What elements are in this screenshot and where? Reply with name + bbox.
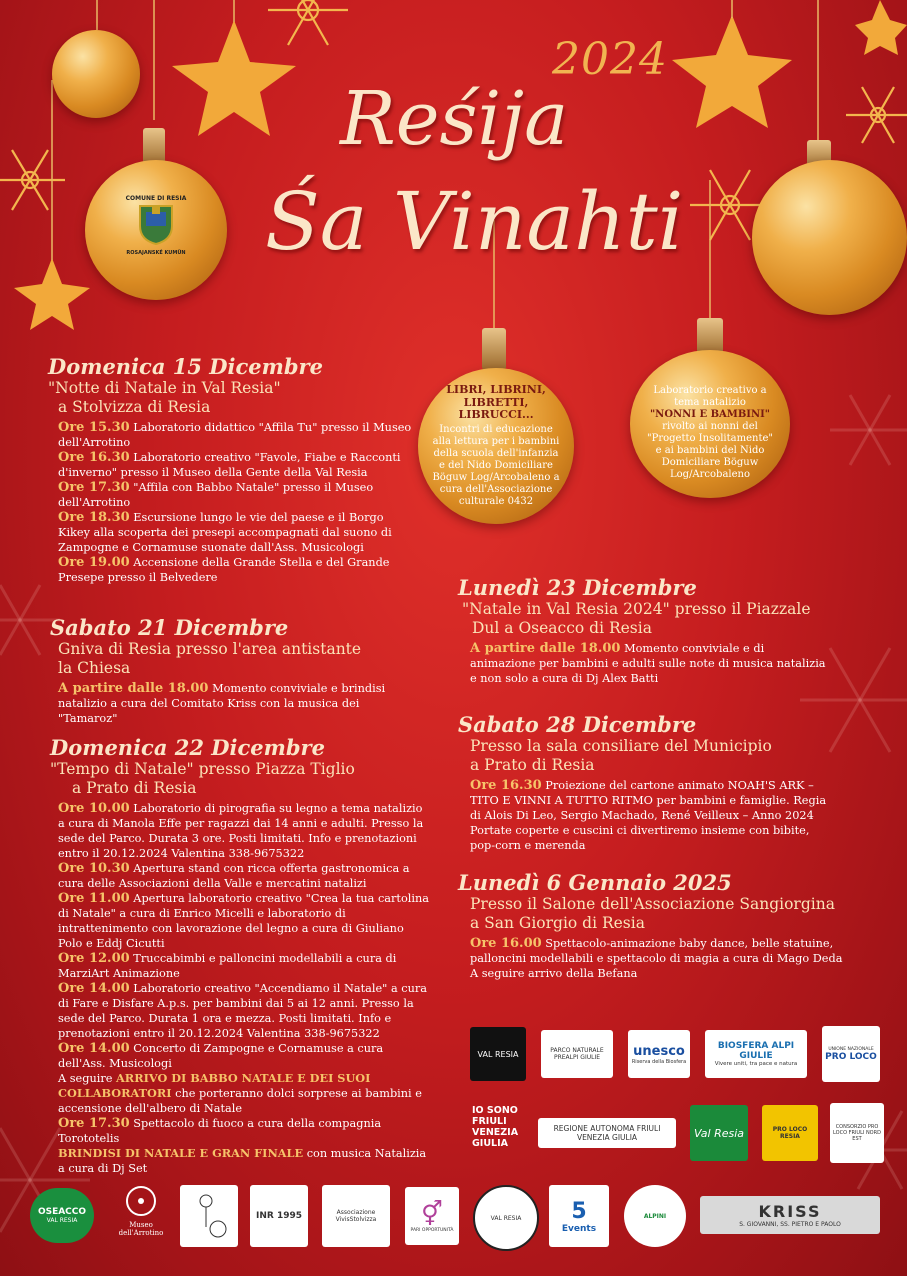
info-ball-right-text-2: rivolto ai nonni del "Progetto Insolitamente" e ai bambini del Nido Domiciliare Böguw Log/Arcobaleno	[647, 421, 773, 480]
io-sono-fvg-logo: IO SONO FRIULI VENEZIA GIULIA	[472, 1105, 519, 1149]
info-ball-left-text: Incontri di educazione alla lettura per i bambini della scuola dell'infanzia e del Nido Domiciliare Böguw Log/Arcobaleno a cura dell'Associazione culturale 0432	[432, 423, 560, 507]
day-title: Domenica 15 Dicembre	[48, 354, 323, 379]
title-line-2: Śa Vinahti	[265, 175, 684, 268]
event-item: Ore 12.00 Truccabimbi e palloncini modellabili a cura di MarziArt Animazione	[58, 951, 397, 980]
event-day-23	[458, 575, 828, 686]
ornament-ball	[752, 160, 907, 315]
event-item: Ore 16.00 Spettacolo-animazione baby dance, belle statuine, palloncini modellabili e spettacolo di magia a cura di Mago Deda A seguire arrivo della Befana	[470, 936, 843, 980]
day-title: Lunedì 6 Gennaio 2025	[458, 870, 732, 895]
place-line-2: Dul a Oseacco di Resia	[472, 619, 652, 637]
unesco-logo: unesco Riserva della Biosfera	[628, 1030, 690, 1078]
museo-arrotino-logo: Museo dell'Arrotino	[112, 1183, 170, 1249]
place-line-1: "Notte di Natale in Val Resia"	[48, 379, 281, 397]
place-line-1: Presso la sala consiliare del Municipio	[470, 737, 772, 755]
day-title: Sabato 21 Dicembre	[50, 615, 289, 640]
place-line-1: Presso il Salone dell'Associazione Sangiorgina	[470, 895, 835, 913]
place-line-2: la Chiesa	[58, 659, 131, 677]
event-item: Ore 10.30 Apertura stand con ricca offerta gastronomica a cura delle Associazioni della Valle e mercatini natalizi	[58, 861, 410, 890]
vivistolvizza-logo: Associazione VivisStolvizza	[322, 1185, 390, 1247]
parco-prealpi-logo: PARCO NATURALE PREALPI GIULIE	[541, 1030, 613, 1078]
inr-1995-logo: INR 1995	[250, 1185, 308, 1247]
event-item: Ore 17.30 "Affila con Babbo Natale" presso il Museo dell'Arrotino	[58, 480, 374, 509]
day-title: Lunedì 23 Dicembre	[458, 575, 697, 600]
proloco-resia-logo: PRO LOCO RESIA	[762, 1105, 818, 1161]
ornament-ball	[52, 30, 140, 118]
knife-grinder-logo	[180, 1185, 238, 1247]
event-item: Ore 14.00 Laboratorio creativo "Accendiamo il Natale" a cura di Fare e Disfare A.p.s. per bambini dai 5 ai 12 anni. Presso la sede del Parco. Durata 1 ora e mezza. Posti limitati. Info e prenotazioni entro il 20.12.2024 Valentina 338-9675322	[58, 981, 428, 1040]
event-item: Ore 16.30 Laboratorio creativo "Favole, Fiabe e Racconti d'inverno" presso il Museo della Gente della Val Resia	[58, 450, 401, 479]
ornament-cap	[482, 328, 506, 370]
biosfera-logo: BIOSFERA ALPI GIULIE Vivere uniti, tra pace e natura	[705, 1030, 807, 1078]
day-title: Domenica 22 Dicembre	[50, 735, 325, 760]
info-ball-right-text: Laboratorio creativo a tema natalizio	[653, 385, 767, 408]
day-title: Sabato 28 Dicembre	[458, 712, 697, 737]
place-line-2: a San Giorgio di Resia	[470, 914, 645, 932]
val-resia-circle-logo: VAL RESIA	[473, 1185, 539, 1251]
event-item: Ore 16.30 Proiezione del cartone animato NOAH'S ARK – TITO E VINNI A TUTTO RITMO per bambini e famiglie. Regia di Alois Di Leo, Sergio Machado, René Veilleux – Anno 2024 Portate coperte e cuscini ci divertiremo insieme con bibite, pop-corn e merenda	[470, 778, 827, 852]
number-five-icon: 5	[571, 1198, 587, 1224]
kriss-logo: KRISS S. GIOVANNI, SS. PIETRO E PAOLO	[700, 1196, 880, 1234]
regione-fvg-logo: REGIONE AUTONOMA FRIULI VENEZIA GIULIA	[538, 1118, 676, 1148]
event-day-28	[458, 712, 838, 853]
event-item: Ore 10.00 Laboratorio di pirografia su legno a tema natalizio a cura di Manola Effe per ragazzi dai 14 anni e adulti. Presso la sede del Parco. Durata 3 ore. Posti limitati. Info e prenotazioni entro il 20.12.2024 Valentina 338-9675322	[58, 801, 424, 860]
event-item: Ore 14.00 Concerto di Zampogne e Cornamuse a cura dell'Ass. Musicologi	[58, 1041, 384, 1070]
crest-top-label: COMUNE DI RESIA	[125, 195, 187, 202]
event-item: Ore 15.30 Laboratorio didattico "Affila Tu" presso il Museo dell'Arrotino	[58, 420, 412, 449]
info-ball-right-content	[645, 385, 775, 481]
event-item: BRINDISI DI NATALE E GRAN FINALE con musica Natalizia a cura di Dj Set	[58, 1146, 427, 1175]
event-day-22	[50, 735, 430, 1176]
ecomuseo-logo: VAL RESIA	[470, 1027, 526, 1081]
event-day-15	[48, 354, 418, 585]
gender-symbol-icon: ⚥	[421, 1199, 443, 1228]
place-line-1: "Natale in Val Resia 2024" presso il Piazzale	[462, 600, 811, 618]
event-item: Ore 18.30 Escursione lungo le vie del paese e il Borgo Kikey alla scoperta dei presepi accompagnati dal suono di Zampogne e Cornamuse suonate dall'Ass. Musicologi	[58, 510, 392, 554]
info-ball-left-content	[430, 384, 562, 508]
consorzio-proloco-logo: CONSORZIO PRO LOCO FRIULI NORD EST	[830, 1103, 884, 1163]
place-line-1: Gniva di Resia presso l'area antistante	[58, 640, 362, 658]
pari-opportunita-logo: ⚥ PARI OPPORTUNITÀ	[405, 1187, 459, 1245]
grinder-figure-icon	[186, 1191, 232, 1241]
alpini-logo: ALPINI	[624, 1185, 686, 1247]
oseacco-logo: OSEACCO VAL RESIA	[30, 1188, 94, 1243]
event-item: Ore 19.00 Accensione della Grande Stella e del Grande Presepe presso il Belvedere	[58, 555, 390, 584]
place-line-2: a Prato di Resia	[72, 779, 197, 797]
event-day-21	[50, 615, 420, 726]
place-line-1: "Tempo di Natale" presso Piazza Tiglio	[50, 760, 355, 778]
grinder-wheel-icon	[123, 1183, 159, 1219]
unpli-proloco-logo: UNIONE NAZIONALE PRO LOCO	[822, 1026, 880, 1082]
event-item: A seguire ARRIVO DI BABBO NATALE E DEI SUOI COLLABORATORI che porteranno dolci sorprese ai bambini e accensione dell'albero di Natale	[58, 1071, 422, 1115]
title-year: 2024	[552, 34, 668, 85]
five-events-logo: 5 Events	[549, 1185, 609, 1247]
info-ball-left-title: LIBRI, LIBRINI, LIBRETTI, LIBRUCCI...	[446, 383, 546, 421]
val-resia-logo: Val Resia	[690, 1105, 748, 1161]
event-item: A partire dalle 18.00 Momento conviviale e brindisi natalizio a cura del Comitato Kriss con la musica dei "Tamaroz"	[58, 681, 386, 725]
event-item: Ore 11.00 Apertura laboratorio creativo "Crea la tua cartolina di Natale" a cura di Enrico Micelli e laboratorio di intrattenimento con lavorazione del legno a cura di Giuliano Polo e Eddj Cicutti	[58, 891, 430, 950]
crest-shield-icon	[138, 202, 174, 246]
info-ball-right-highlight: "NONNI E BAMBINI"	[649, 409, 771, 420]
event-day-6	[458, 870, 843, 981]
crest-bottom-label: ROSAJANSKÉ KUMÜN	[126, 250, 186, 256]
event-item: Ore 17.30 Spettacolo di fuoco a cura della compagnia Torototelis	[58, 1116, 382, 1145]
place-line-2: a Prato di Resia	[470, 756, 595, 774]
event-item: A partire dalle 18.00 Momento conviviale e di animazione per bambini e adulti sulle note di musica natalizia e non solo a cura di Dj Alex Batti	[470, 641, 826, 685]
place-line-2: a Stolvizza di Resia	[58, 398, 211, 416]
crest	[120, 195, 192, 256]
title-line-1: Reśija	[340, 76, 569, 162]
